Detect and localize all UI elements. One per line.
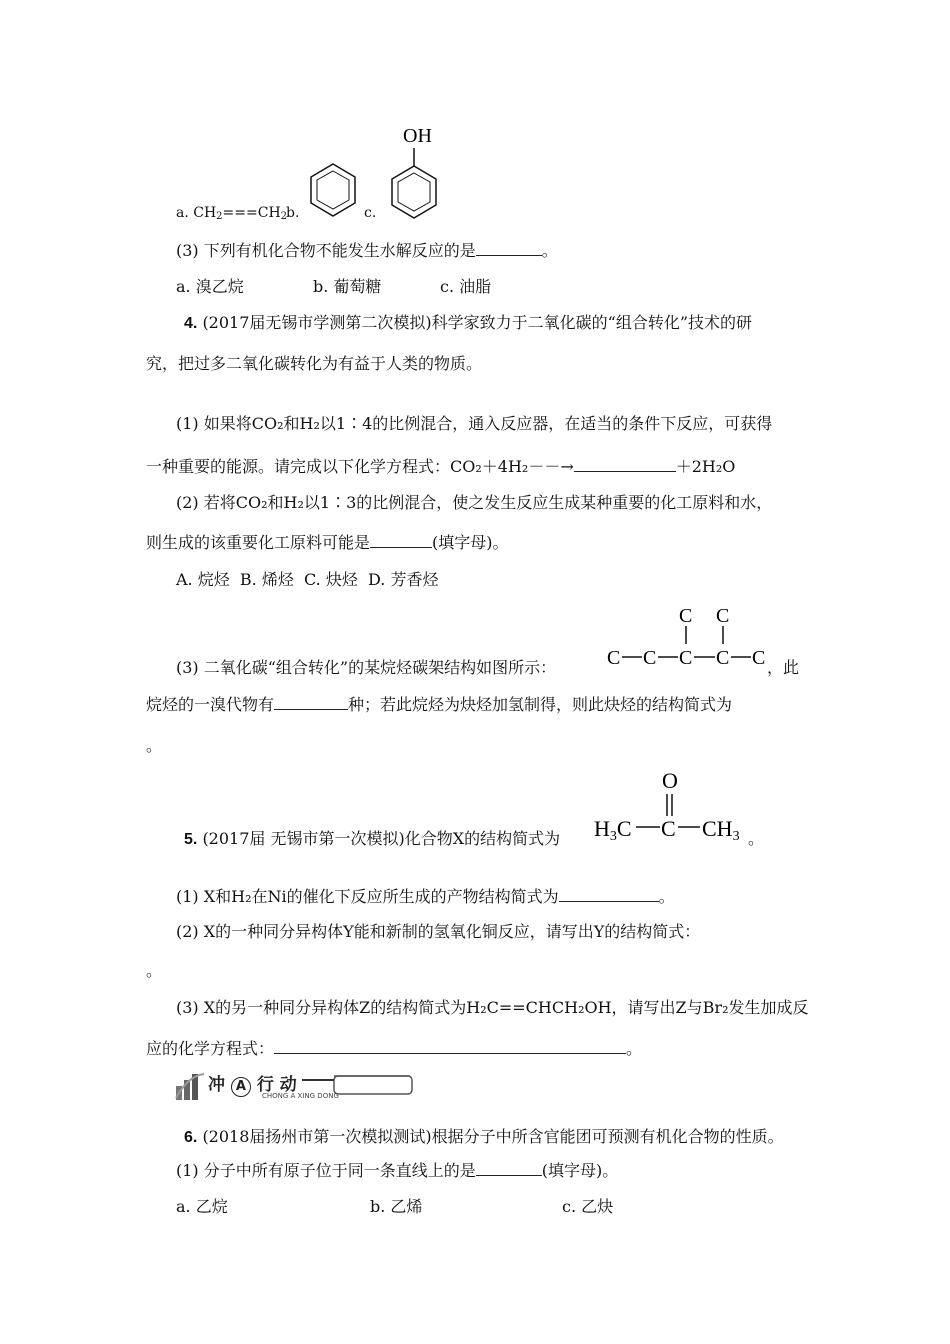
- oh-label: OH: [403, 125, 432, 147]
- q4-p2-line2: [146, 530, 509, 553]
- q4-p1-line2: [146, 454, 735, 477]
- q4-p3-line2a: 烷烃的一溴代物有: [146, 695, 275, 714]
- q4-p1-line2a: 一种重要的能源。请完成以下化学方程式：CO₂＋4H₂－－→: [146, 457, 574, 476]
- carbon-5: C: [752, 647, 766, 669]
- q4-p2-line2a: 则生成的该重要化工原料可能是: [146, 533, 371, 552]
- q4-p3-line1b: ，此: [767, 658, 800, 677]
- q6-p1b: (填字母)。: [541, 1161, 619, 1180]
- q5-p1b: 。: [658, 887, 675, 906]
- q4-number: 4.: [184, 315, 198, 332]
- q6-number: 6.: [184, 1129, 198, 1146]
- h3c-c: C: [616, 816, 632, 841]
- carbon-3: C: [679, 647, 693, 669]
- option-a-sub2: 2: [280, 211, 288, 222]
- carbon-top-1: C: [679, 605, 693, 627]
- q4-p2-line2b: (填字母)。: [432, 533, 509, 552]
- answer-blank[interactable]: [370, 533, 432, 548]
- q3-sub3-option-c: c. 油脂: [440, 277, 492, 296]
- banner-char3: 行: [256, 1075, 274, 1095]
- oxygen-label: O: [662, 768, 678, 793]
- option-c-label: c.: [364, 205, 377, 221]
- q4-p1-line2b: ＋2H₂O: [675, 457, 736, 476]
- h3c-h: H: [594, 816, 610, 841]
- q6-intro: [184, 1124, 784, 1147]
- q6-intro-text: (2018届扬州市第一次模拟测试)根据分子中所含官能团可预测有机化合物的性质。: [202, 1127, 784, 1146]
- answer-blank[interactable]: [274, 1039, 626, 1054]
- q4-p3-line3: 。: [146, 736, 163, 755]
- section-banner: [174, 1068, 420, 1104]
- q4-p2-options: A. 烷烃 B. 烯烃 C. 炔烃 D. 芳香烃: [176, 570, 439, 589]
- q4-intro1: (2017届无锡市学测第二次模拟)科学家致力于二氧化碳的“组合转化”技术的研: [202, 313, 753, 332]
- ch3-sub: 3: [732, 829, 740, 842]
- banner-char4: 动: [279, 1075, 297, 1095]
- answer-blank[interactable]: [559, 887, 659, 902]
- q4-p1-line1: (1) 如果将CO₂和H₂以1∶4的比例混合，通入反应器，在适当的条件下反应，可获得: [176, 414, 773, 433]
- q3-sub3-option-b: b. 葡萄糖: [313, 277, 382, 296]
- h3c-group: [594, 816, 632, 842]
- q5-p1: [176, 884, 675, 907]
- q5-number: 5.: [184, 831, 198, 848]
- q4-intro-line1: [184, 310, 752, 333]
- q3-sub3-end: 。: [541, 241, 558, 260]
- option-a-text: a. CH: [176, 205, 217, 221]
- q5-p3-line2: [146, 1036, 642, 1059]
- q4-p3-line2: [146, 692, 732, 715]
- carbonyl-carbon: C: [661, 816, 676, 841]
- carbon-1: C: [607, 647, 621, 669]
- q6-option-c: c. 乙炔: [562, 1197, 614, 1216]
- q5-p2: (2) X的一种同分异构体Y能和新制的氢氧化铜反应，请写出Y的结构简式：: [176, 922, 701, 941]
- answer-blank[interactable]: [274, 695, 348, 710]
- q5-p3-line2a: 应的化学方程式：: [146, 1039, 275, 1058]
- alkane-carbon-skeleton: [605, 600, 775, 672]
- q6-p1: [176, 1158, 618, 1181]
- phenol-structure: [385, 120, 445, 222]
- q5-intro-b: 。: [748, 829, 765, 848]
- option-a-ethylene: [176, 205, 287, 222]
- q4-intro2: 究，把过多二氧化碳转化为有益于人类的物质。: [146, 354, 483, 373]
- q4-p3-line1a: (3) 二氧化碳“组合转化”的某烷烃碳架结构如图所示：: [176, 658, 557, 677]
- banner-char1: 冲: [208, 1075, 225, 1095]
- acetone-structure: [592, 766, 752, 842]
- q5-p2-end: 。: [146, 961, 163, 980]
- option-b-label: b.: [286, 205, 300, 221]
- q4-p2-line1: (2) 若将CO₂和H₂以1∶3的比例混合，使之发生反应生成某种重要的化工原料和水，: [176, 493, 773, 512]
- h3c-sub: 3: [609, 829, 617, 842]
- answer-blank[interactable]: [574, 457, 676, 472]
- q3-sub3-text: (3) 下列有机化合物不能发生水解反应的是: [176, 241, 476, 260]
- ch3-ch: CH: [702, 816, 733, 841]
- q5-p3-line1: (3) X的另一种同分异构体Z的结构简式为H₂C==CHCH₂OH，请写出Z与Br₂发生加成反: [176, 998, 809, 1017]
- q6-option-a: a. 乙烷: [176, 1197, 228, 1216]
- answer-blank[interactable]: [476, 241, 542, 256]
- banner-char2: A: [231, 1077, 251, 1097]
- q6-p1a: (1) 分子中所有原子位于同一条直线上的是: [176, 1161, 476, 1180]
- option-a-sub1: 2: [216, 211, 223, 222]
- benzene-structure: [308, 160, 358, 220]
- q4-p3-line2b: 种；若此烷烃为炔烃加氢制得，则此炔烃的结构简式为: [348, 695, 733, 714]
- ch3-group: [702, 816, 740, 842]
- carbon-4: C: [716, 647, 730, 669]
- q3-sub3-option-a: a. 溴乙烷: [176, 277, 244, 296]
- answer-blank[interactable]: [476, 1161, 542, 1176]
- q3-sub3: [176, 238, 558, 261]
- q5-intro-a: (2017届 无锡市第一次模拟)化合物X的结构简式为: [202, 829, 561, 848]
- q5-p1a: (1) X和H₂在Ni的催化下反应所生成的产物结构简式为: [176, 887, 559, 906]
- banner-pinyin: CHONG A XING DONG: [262, 1092, 339, 1100]
- q5-intro: [184, 826, 560, 849]
- carbon-top-2: C: [716, 605, 730, 627]
- q6-option-b: b. 乙烯: [370, 1197, 423, 1216]
- option-a-mid: ===CH: [222, 205, 281, 221]
- q5-p3-line2b: 。: [626, 1039, 643, 1058]
- carbon-2: C: [643, 647, 657, 669]
